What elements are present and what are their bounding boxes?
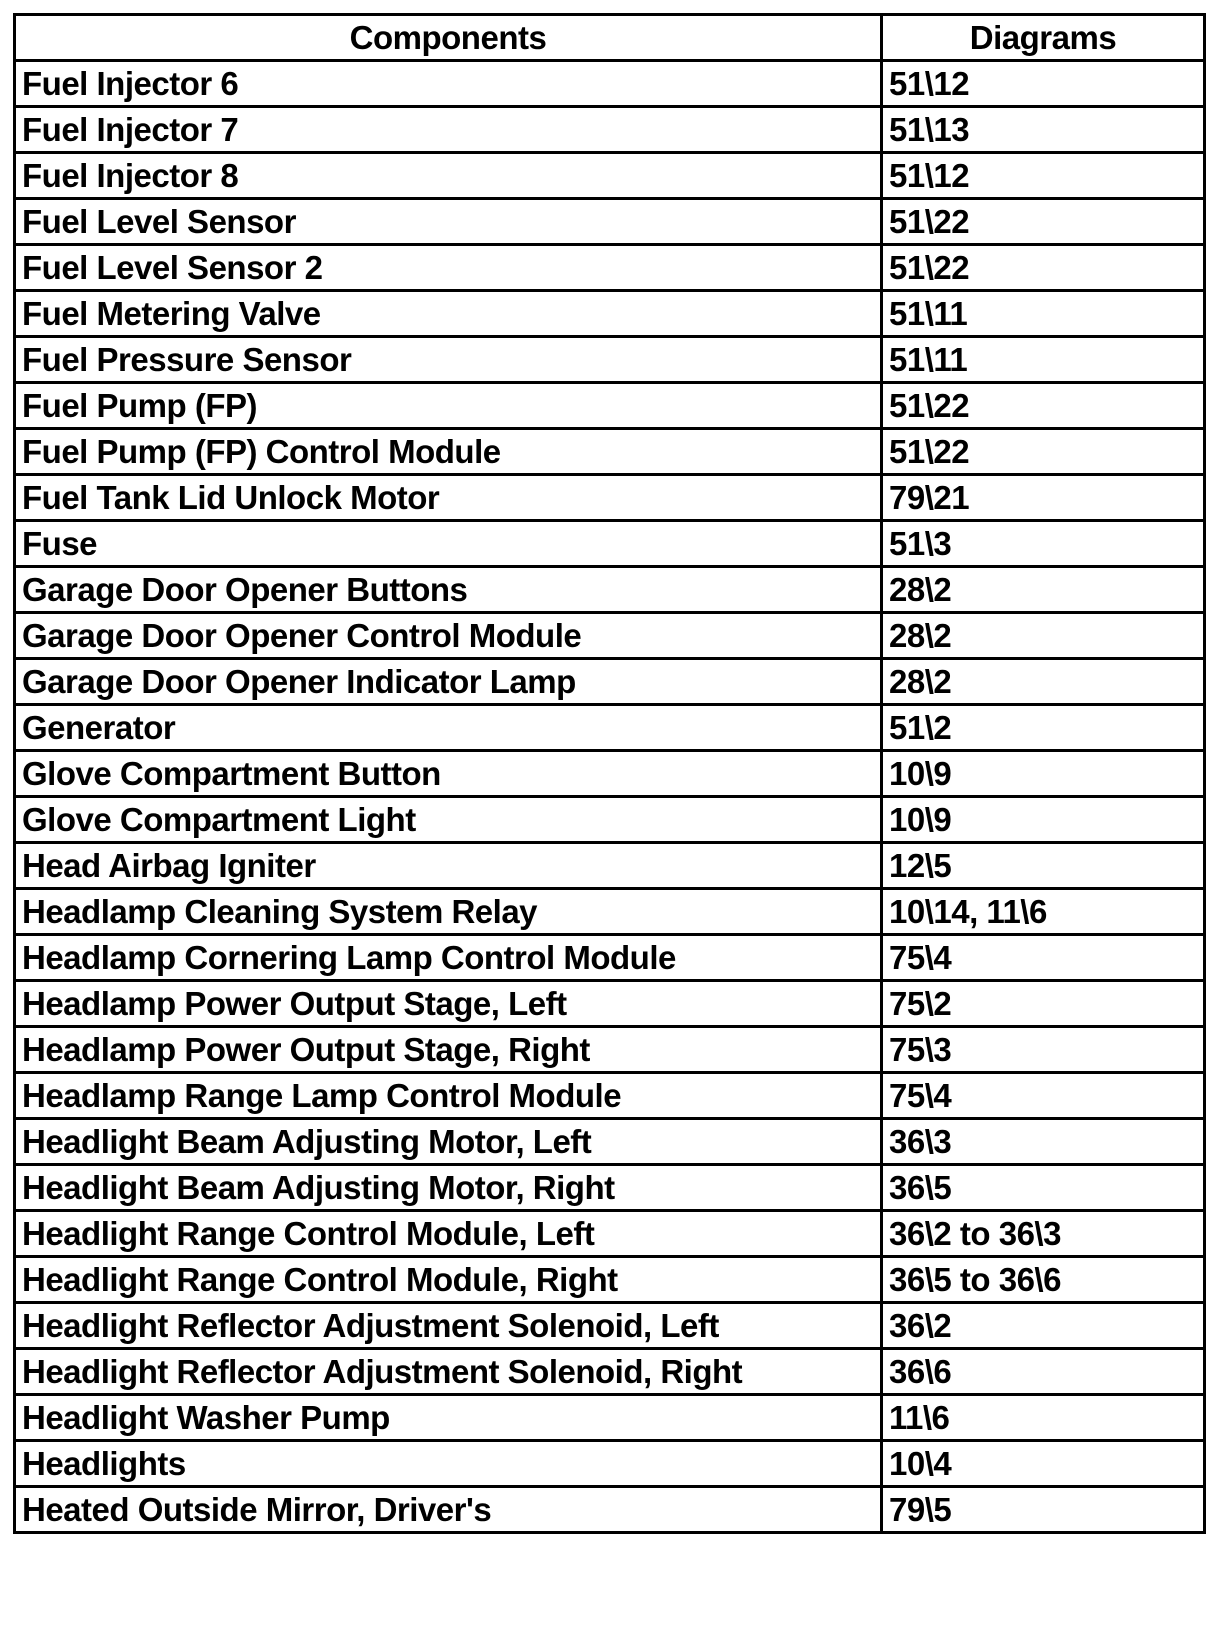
component-cell: Headlight Beam Adjusting Motor, Right	[15, 1165, 882, 1211]
component-cell: Fuse	[15, 521, 882, 567]
diagram-reference-cell: 36\3	[882, 1119, 1205, 1165]
table-row	[15, 153, 1205, 199]
table-row	[15, 981, 1205, 1027]
component-cell: Heated Outside Mirror, Driver's	[15, 1487, 882, 1533]
component-cell: Headlight Reflector Adjustment Solenoid, Left	[15, 1303, 882, 1349]
component-cell: Garage Door Opener Control Module	[15, 613, 882, 659]
table-row	[15, 429, 1205, 475]
component-cell: Headlights	[15, 1441, 882, 1487]
component-cell: Garage Door Opener Indicator Lamp	[15, 659, 882, 705]
component-cell: Headlamp Cornering Lamp Control Module	[15, 935, 882, 981]
component-cell: Headlight Range Control Module, Left	[15, 1211, 882, 1257]
table-row	[15, 1441, 1205, 1487]
diagram-reference-cell: 12\5	[882, 843, 1205, 889]
diagram-reference-cell: 36\2	[882, 1303, 1205, 1349]
table-row	[15, 567, 1205, 613]
component-cell: Head Airbag Igniter	[15, 843, 882, 889]
component-cell: Garage Door Opener Buttons	[15, 567, 882, 613]
diagram-reference-cell: 51\13	[882, 107, 1205, 153]
component-cell: Glove Compartment Light	[15, 797, 882, 843]
table-row	[15, 613, 1205, 659]
table-row	[15, 843, 1205, 889]
component-cell: Glove Compartment Button	[15, 751, 882, 797]
table-header-row	[15, 15, 1205, 61]
table-row	[15, 935, 1205, 981]
diagram-reference-cell: 11\6	[882, 1395, 1205, 1441]
component-diagram-table	[13, 13, 1206, 1534]
component-cell: Headlamp Cleaning System Relay	[15, 889, 882, 935]
component-cell: Fuel Injector 7	[15, 107, 882, 153]
diagram-reference-cell: 10\4	[882, 1441, 1205, 1487]
component-cell: Headlamp Power Output Stage, Right	[15, 1027, 882, 1073]
table-row	[15, 1211, 1205, 1257]
component-cell: Headlamp Power Output Stage, Left	[15, 981, 882, 1027]
diagram-reference-cell: 75\4	[882, 935, 1205, 981]
diagram-reference-cell: 36\5	[882, 1165, 1205, 1211]
table-row	[15, 751, 1205, 797]
diagrams-column-header: Diagrams	[882, 15, 1205, 61]
table-row	[15, 1073, 1205, 1119]
components-column-header: Components	[15, 15, 882, 61]
component-cell: Headlamp Range Lamp Control Module	[15, 1073, 882, 1119]
diagram-reference-cell: 75\4	[882, 1073, 1205, 1119]
component-cell: Headlight Beam Adjusting Motor, Left	[15, 1119, 882, 1165]
diagram-reference-cell: 51\3	[882, 521, 1205, 567]
table-row	[15, 1349, 1205, 1395]
component-index-sheet	[13, 13, 1203, 1534]
table-row	[15, 291, 1205, 337]
diagram-reference-cell: 51\11	[882, 291, 1205, 337]
component-cell: Headlight Reflector Adjustment Solenoid, Right	[15, 1349, 882, 1395]
diagram-reference-cell: 51\22	[882, 245, 1205, 291]
component-cell: Fuel Pump (FP)	[15, 383, 882, 429]
component-cell: Fuel Injector 8	[15, 153, 882, 199]
diagram-reference-cell: 79\5	[882, 1487, 1205, 1533]
diagram-reference-cell: 51\11	[882, 337, 1205, 383]
table-row	[15, 1395, 1205, 1441]
diagram-reference-cell: 28\2	[882, 613, 1205, 659]
table-row	[15, 245, 1205, 291]
component-cell: Fuel Injector 6	[15, 61, 882, 107]
table-row	[15, 1487, 1205, 1533]
diagram-reference-cell: 51\22	[882, 383, 1205, 429]
diagram-reference-cell: 51\12	[882, 153, 1205, 199]
table-row	[15, 61, 1205, 107]
diagram-reference-cell: 75\2	[882, 981, 1205, 1027]
component-cell: Fuel Tank Lid Unlock Motor	[15, 475, 882, 521]
component-cell: Fuel Metering Valve	[15, 291, 882, 337]
table-row	[15, 889, 1205, 935]
table-row	[15, 1027, 1205, 1073]
component-cell: Fuel Pressure Sensor	[15, 337, 882, 383]
diagram-reference-cell: 51\12	[882, 61, 1205, 107]
component-cell: Fuel Level Sensor 2	[15, 245, 882, 291]
table-row	[15, 797, 1205, 843]
table-row	[15, 337, 1205, 383]
table-row	[15, 199, 1205, 245]
table-row	[15, 521, 1205, 567]
diagram-reference-cell: 79\21	[882, 475, 1205, 521]
diagram-reference-cell: 28\2	[882, 659, 1205, 705]
table-row	[15, 659, 1205, 705]
table-row	[15, 1119, 1205, 1165]
diagram-reference-cell: 10\9	[882, 797, 1205, 843]
table-row	[15, 1257, 1205, 1303]
diagram-reference-cell: 28\2	[882, 567, 1205, 613]
table-body	[15, 61, 1205, 1533]
diagram-reference-cell: 51\22	[882, 429, 1205, 475]
table-row	[15, 475, 1205, 521]
table-row	[15, 1165, 1205, 1211]
component-cell: Fuel Pump (FP) Control Module	[15, 429, 882, 475]
diagram-reference-cell: 75\3	[882, 1027, 1205, 1073]
diagram-reference-cell: 10\9	[882, 751, 1205, 797]
diagram-reference-cell: 10\14, 11\6	[882, 889, 1205, 935]
table-row	[15, 1303, 1205, 1349]
diagram-reference-cell: 51\22	[882, 199, 1205, 245]
diagram-reference-cell: 36\6	[882, 1349, 1205, 1395]
component-cell: Generator	[15, 705, 882, 751]
table-row	[15, 383, 1205, 429]
component-cell: Headlight Range Control Module, Right	[15, 1257, 882, 1303]
diagram-reference-cell: 51\2	[882, 705, 1205, 751]
diagram-reference-cell: 36\2 to 36\3	[882, 1211, 1205, 1257]
diagram-reference-cell: 36\5 to 36\6	[882, 1257, 1205, 1303]
component-cell: Fuel Level Sensor	[15, 199, 882, 245]
component-cell: Headlight Washer Pump	[15, 1395, 882, 1441]
table-row	[15, 705, 1205, 751]
table-row	[15, 107, 1205, 153]
